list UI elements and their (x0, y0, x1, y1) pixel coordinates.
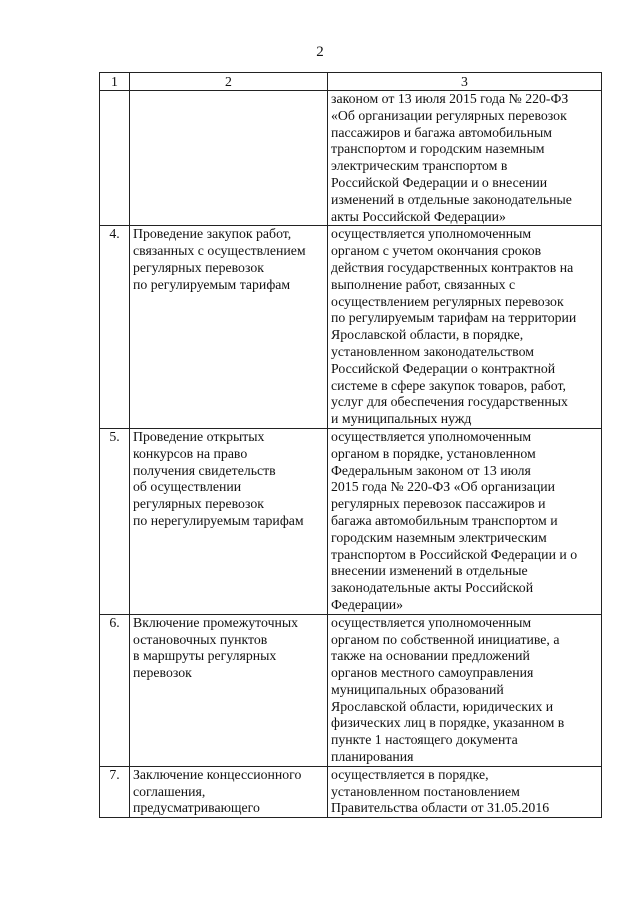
description-text-line: Ярославской области, в порядке, (331, 327, 524, 343)
description-text-line: органом по собственной инициативе, а (331, 631, 560, 647)
description-text-line: муниципальных образований (331, 681, 504, 697)
item-text-line: соглашения, (133, 783, 206, 799)
description-text-line: багажа автомобильным транспортом и (331, 512, 558, 528)
item-text-line: по регулируемым тарифам (133, 276, 291, 292)
document-table (99, 72, 602, 818)
description-text-line: осуществляется уполномоченным (331, 428, 532, 444)
description-text-line: акты Российской Федерации» (331, 208, 506, 224)
page-number: 2 (316, 44, 324, 60)
description-text-line: установленном постановлением (331, 783, 520, 799)
description-text-line: регулярных перевозок пассажиров и (331, 496, 546, 512)
header-col-number: 1 (100, 73, 130, 91)
description-text-line: изменений в отдельные законодательные (331, 191, 572, 207)
description-text-line: Ярославской области, юридических и (331, 698, 554, 714)
description-text-line: органов местного самоуправления (331, 665, 534, 681)
description-text-line: действия государственных контрактов на (331, 259, 574, 275)
item-text-line: регулярных перевозок (133, 259, 264, 275)
row-number: 7. (100, 766, 130, 817)
item-text-line: регулярных перевозок (133, 496, 264, 512)
description-text-line: выполнение работ, связанных с (331, 276, 516, 292)
row-number: 6. (100, 614, 130, 766)
description-text-line: Правительства области от 31.05.2016 (331, 800, 550, 816)
item-cell (130, 614, 328, 766)
table-body (100, 91, 602, 818)
description-text-line: физических лиц в порядке, указанном в (331, 715, 565, 731)
description-text-line: осуществлением регулярных перевозок (331, 293, 564, 309)
item-text-line: предусматривающего (133, 800, 260, 816)
description-text-line: органом в порядке, установленном (331, 445, 536, 461)
item-text-line: связанных с осуществлением (133, 243, 306, 259)
header-col-item: 2 (130, 73, 328, 91)
item-cell (130, 226, 328, 429)
description-text-line: транспортом и городским наземным (331, 141, 545, 157)
description-text-line: законом от 13 июля 2015 года № 220-ФЗ (331, 91, 569, 106)
header-col-description: 3 (328, 73, 602, 91)
description-text-line: транспортом в Российской Федерации и о (331, 546, 578, 562)
item-cell (130, 91, 328, 226)
description-text-line: Федерации» (331, 596, 404, 612)
item-text-line: Проведение открытых (133, 428, 265, 444)
description-text-line: системе в сфере закупок товаров, работ, (331, 377, 566, 393)
description-text-line: Федеральным законом от 13 июля (331, 462, 531, 478)
description-text-line: осуществляется уполномоченным (331, 614, 532, 630)
description-text-line: осуществляется в порядке, (331, 766, 489, 782)
description-text-line: органом с учетом окончания сроков (331, 243, 542, 259)
description-cell (328, 766, 602, 817)
description-text-line: пункте 1 настоящего документа (331, 732, 518, 748)
item-text-line: Заключение концессионного (133, 766, 302, 782)
item-text-line: остановочных пунктов (133, 631, 268, 647)
description-text-line: городским наземным электрическим (331, 529, 547, 545)
description-cell (328, 226, 602, 429)
description-text-line: по регулируемым тарифам на территории (331, 310, 577, 326)
item-text-line: Проведение закупок работ, (133, 226, 292, 242)
table-row (100, 428, 602, 614)
description-text-line: пассажиров и багажа автомобильным (331, 124, 552, 140)
item-text-line: об осуществлении (133, 479, 242, 495)
description-text-line: законодательные акты Российской (331, 580, 534, 596)
item-text-line: перевозок (133, 665, 192, 681)
item-cell (130, 766, 328, 817)
table-row (100, 614, 602, 766)
description-cell (328, 428, 602, 614)
row-number: 4. (100, 226, 130, 429)
description-text-line: Российской Федерации и о внесении (331, 174, 548, 190)
description-text-line: планирования (331, 749, 414, 765)
description-text-line: «Об организации регулярных перевозок (331, 107, 567, 123)
item-cell (130, 428, 328, 614)
description-text-line: установленном законодательством (331, 343, 534, 359)
item-text-line: по нерегулируемым тарифам (133, 512, 304, 528)
table-header-row (100, 73, 602, 91)
description-cell (328, 614, 602, 766)
description-text-line: также на основании предложений (331, 648, 530, 664)
table-row (100, 766, 602, 817)
item-text-line: Включение промежуточных (133, 614, 299, 630)
item-text-line: получения свидетельств (133, 462, 276, 478)
description-cell (328, 91, 602, 226)
description-text-line: и муниципальных нужд (331, 411, 472, 427)
description-text-line: 2015 года № 220-ФЗ «Об организации (331, 479, 556, 495)
description-text-line: услуг для обеспечения государственных (331, 394, 568, 410)
description-text-line: внесении изменений в отдельные (331, 563, 528, 579)
description-text-line: Российской Федерации о контрактной (331, 360, 556, 376)
row-number (100, 91, 130, 226)
item-text-line: конкурсов на право (133, 445, 248, 461)
description-text-line: электрическим транспортом в (331, 158, 508, 174)
row-number: 5. (100, 428, 130, 614)
item-text-line: в маршруты регулярных (133, 648, 277, 664)
description-text-line: осуществляется уполномоченным (331, 226, 532, 242)
table-row (100, 226, 602, 429)
table-row (100, 91, 602, 226)
